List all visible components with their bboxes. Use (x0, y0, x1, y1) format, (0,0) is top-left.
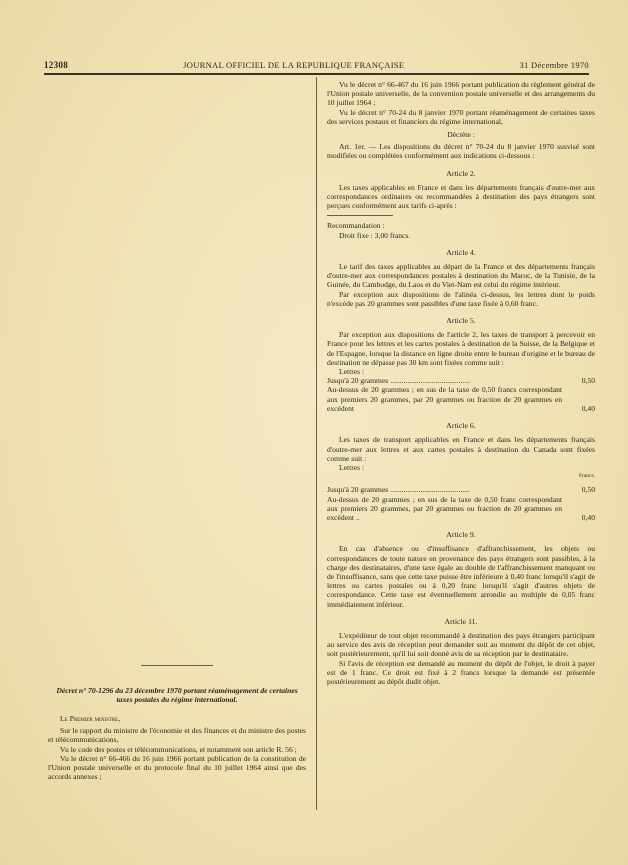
section-rule (141, 665, 213, 666)
left-paragraph: Vu le code des postes et télécommunications, et notamment son article R. 56 ; (60, 744, 297, 754)
left-paragraph: Vu le décret n° 66-466 du 16 juin 1966 portant publication de la constitution de l'Union postale universelle et du protocole final du 10 juillet 1964 ainsi que des accords annexes ; (48, 753, 306, 782)
tariff-label: Jusqu'à 20 grammes .......................................... (327, 485, 470, 495)
page-header (44, 59, 589, 71)
article-9-text: En cas d'absence ou d'insuffisance d'affranchissement, les objets ou correspondances de toute nature en provenance des pays étrangers sont passibles, à la charge des destinataires, d'une taxe égale au double de l'affranchissement manquant ou de l'insuffisance, sans que cette taxe puisse être inférieure à 0,40 franc lorsqu'il s'agit de lettres ou cartes postales ou à 0,20 franc lorsqu'il s'agit d'autres objets de correspondance. Cette taxe est éventuellement arrondie au multiple de 0,05 franc immédiatement inférieur. (327, 544, 595, 609)
article-2-text: Les taxes applicables en France et dans les départements français d'outre-mer aux correspondances ordinaires ou recommandées à destination des pays étrangers sont perçues conformément aux tarifs ci-après : (327, 182, 595, 211)
article-4-paragraph: Par exception aux dispositions de l'alinéa ci-dessus, les lettres dont le poids n'excède pas 20 grammes sont passibles d'une taxe fixée à 0,60 franc. (327, 289, 595, 308)
article-2-title: Article 2. (446, 168, 476, 178)
article-4-paragraph: Le tarif des taxes applicables au départ de la France et des départements français d'outre-mer aux correspondances postales à destination du Maroc, de la Tunisie, de la Guinée, du Cambodge, du Laos et du Viet-Nam est celui du régime intérieur. (327, 262, 595, 290)
lettres-label: Lettres : (339, 367, 365, 377)
tariff-label: Au-dessus de 20 grammes ; en sus de la taxe de 0,50 franc correspondant aux premiers 20 grammes, par 20 grammes ou fraction de 20 grammes en excédent .. (327, 494, 562, 522)
article-5-text: Par exception aux dispositions de l'article 2, les taxes de transport à percevoir en France pour les lettres et les cartes postales à destination de la Suisse, de la Belgique et de l'Espagne, lorsque la distance en ligne droite entre le bureau d'origine et le bureau de destination ne dépasse pas 30 km sont fixées comme suit : (327, 330, 595, 367)
article-2-rule (327, 215, 393, 216)
intro-paragraph: Vu le décret n° 66-467 du 16 juin 1966 portant publication du règlement général de l'Union postale universelle, de la convention postale universelle et des arrangements du 10 juillet 1964 ; (327, 80, 595, 108)
tariff-row (327, 495, 595, 523)
decrete-label: Décrète : (447, 130, 475, 140)
tariff-label: Au-dessus de 20 grammes ; en sus de la taxe de 0,50 francs correspondant aux premiers 20 grammes, par 20 grammes ou fraction de 20 grammes en excédent (327, 385, 562, 413)
tariff-value: 0,40 (581, 403, 595, 413)
left-column (48, 665, 306, 781)
recommandation-label: Recommandation : (327, 221, 385, 231)
tariff-value: 0,50 (581, 376, 595, 386)
article-5-title: Article 5. (446, 316, 476, 326)
tariff-row (327, 376, 595, 385)
article-11-title: Article 11. (444, 616, 478, 626)
tariff-label: Jusqu'à 20 grammes .......................................... (327, 376, 470, 386)
tariff-value: 0,50 (581, 485, 595, 495)
issue-date: 31 Décembre 1970 (519, 60, 589, 70)
tariff-row (327, 385, 595, 413)
droit-fixe: Droit fixe : 3,00 francs. (339, 230, 411, 240)
journal-title: JOURNAL OFFICIEL DE LA REPUBLIQUE FRANÇAISE (183, 60, 405, 70)
intro-paragraph: Vu le décret n° 70-24 du 8 janvier 1970 portant réaménagement de certaines taxes des services postaux et financiers du régime international, (327, 107, 595, 126)
article-11-paragraph: Si l'avis de réception est demandé au moment du dépôt de l'objet, le droit à payer est de 1 franc. Ce droit est fixé à 2 francs lorsque la demande est présentée postérieurement au dépôt dudit objet. (327, 658, 595, 686)
article-11-paragraph: L'expéditeur de tout objet recommandé à destination des pays étrangers participant au service des avis de réception peut demander soit au moment du dépôt de cet objet, soit postérieurement, qu'il lui soit donné avis de sa réception par le destinataire. (327, 630, 595, 659)
lettres-label: Lettres : (339, 462, 365, 472)
francs-unit-label: Francs. (578, 473, 595, 480)
right-column (327, 80, 595, 686)
premier-ministre: Le Premier ministre, (60, 714, 121, 723)
tariff-row (327, 485, 595, 494)
article-4-title: Article 4. (446, 247, 476, 257)
article-6-title: Article 6. (446, 421, 476, 431)
article-9-title: Article 9. (446, 530, 476, 540)
article-6-text: Les taxes de transport applicables en France et dans les départements français d'outre-mer aux lettres et aux cartes postales à destination du Canada sont fixées comme suit : (327, 435, 595, 463)
article-1-text: Art. 1er. — Les dispositions du décret n° 70-24 du 8 janvier 1970 susvisé sont modifiées ou complétées conformément aux indications ci-dessous : (327, 142, 595, 161)
page-number: 12308 (44, 60, 68, 70)
decree-title: Décret n° 70-1296 du 23 décembre 1970 portant réaménagement de certaines taxes postales du régime international. (56, 686, 298, 704)
column-divider (316, 77, 317, 810)
header-rule (44, 73, 589, 75)
left-paragraph: Sur le rapport du ministre de l'économie et des finances et du ministre des postes et télécommunications, (48, 726, 306, 745)
tariff-value: 0,40 (581, 512, 595, 522)
